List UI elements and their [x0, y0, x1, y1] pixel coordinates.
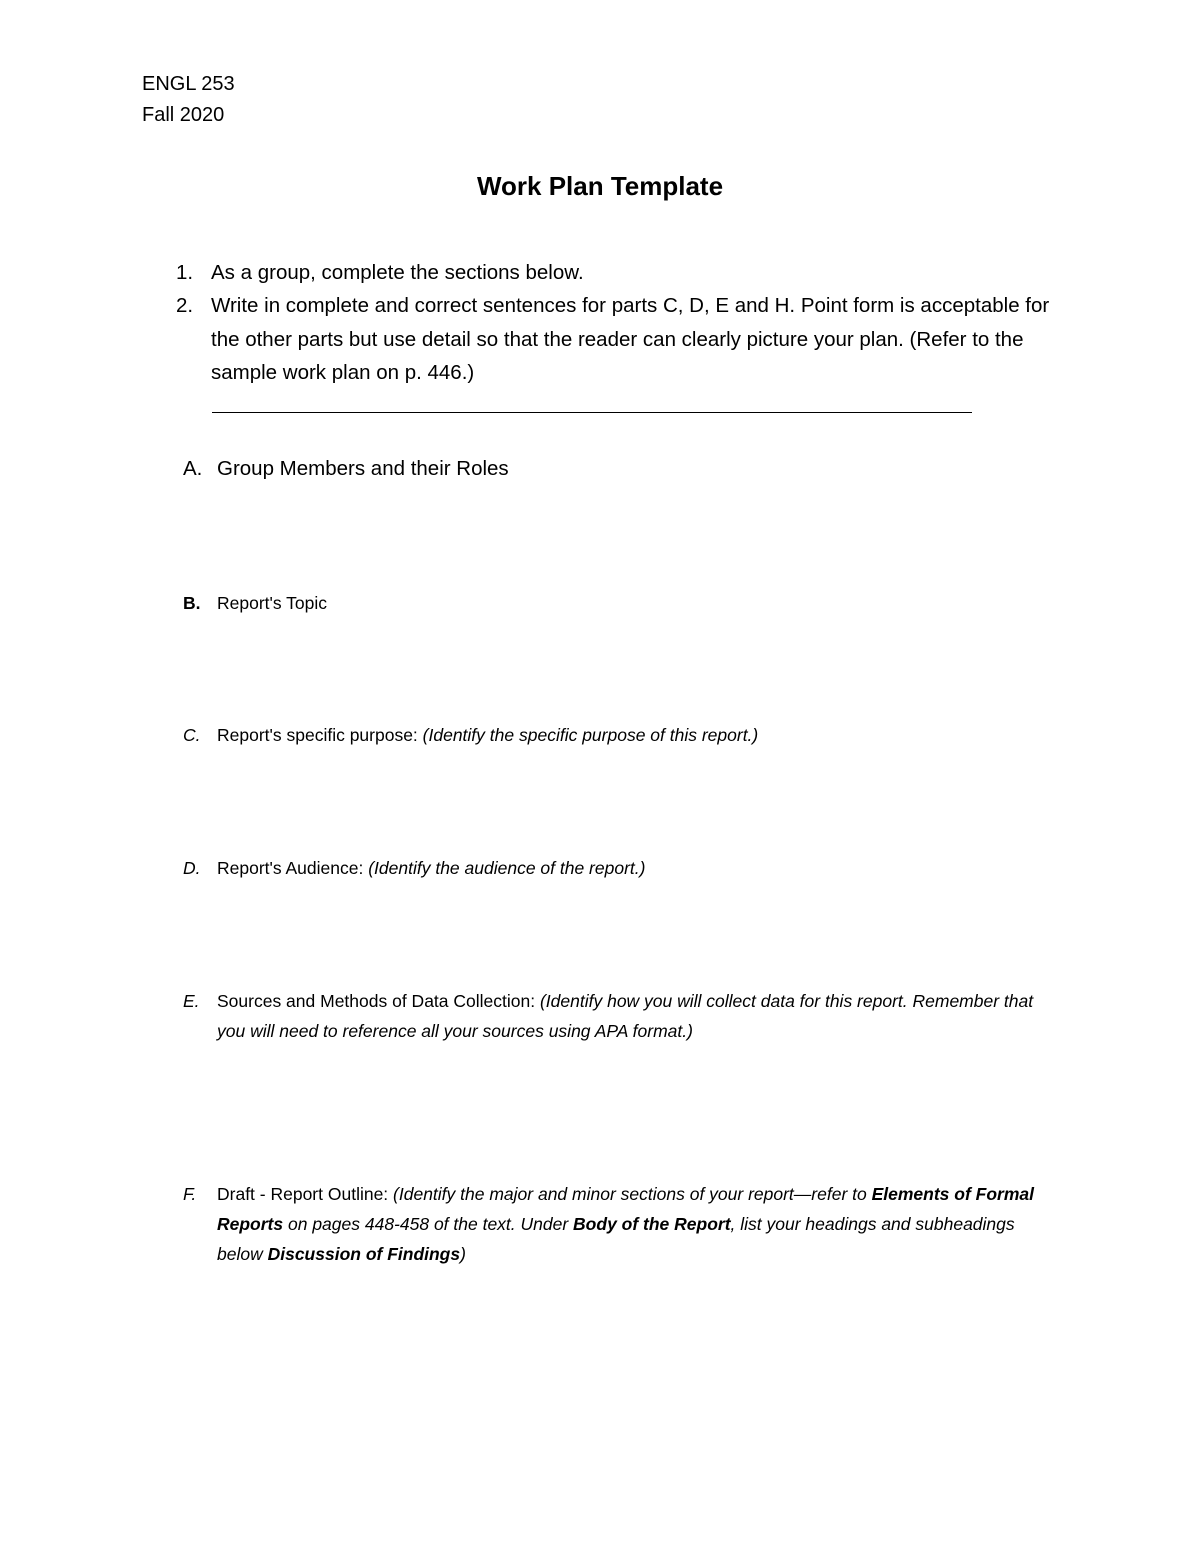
instruction-item [176, 289, 1076, 390]
section-letter: A. [183, 457, 203, 480]
section-prompt: (Identify how you will collect data for this report. Remember that you will need to reference all your sources using APA format.) [217, 991, 1034, 1041]
horizontal-rule [212, 412, 972, 413]
course-code: ENGL 253 [142, 73, 235, 95]
section-heading: Report's Audience: [217, 858, 369, 878]
section-content [217, 720, 1063, 750]
section-content [217, 1179, 1063, 1269]
section-heading: Report's specific purpose: [217, 725, 423, 745]
instruction-text: As a group, complete the sections below. [211, 261, 584, 284]
page-title: Work Plan Template [476, 171, 724, 201]
section-c [183, 720, 1063, 750]
section-heading: Group Members and their Roles [217, 457, 509, 480]
instruction-text: Write in complete and correct sentences for parts C, D, E and H. Point form is acceptable for the other parts but use detail so that the reader can clearly picture your plan. (Refer to the sample work plan on p. 446.) [211, 294, 1050, 384]
section-f [183, 1179, 1063, 1269]
prompt-emphasis: Discussion of Findings [267, 1244, 461, 1264]
section-prompt: (Identify the audience of the report.) [368, 858, 646, 878]
prompt-text: ) [460, 1244, 466, 1264]
section-heading: Sources and Methods of Data Collection: [217, 991, 540, 1011]
section-letter: B. [183, 593, 201, 613]
section-b [183, 588, 1063, 618]
instruction-number: 2. [176, 294, 194, 317]
section-letter: E. [183, 991, 200, 1011]
section-letter: C. [183, 725, 201, 745]
prompt-emphasis: Body of the Report [573, 1214, 731, 1234]
section-content [217, 986, 1063, 1046]
prompt-text: (Identify the major and minor sections of your report—refer to [393, 1184, 872, 1204]
instruction-number: 1. [176, 261, 194, 284]
section-content [217, 853, 1063, 883]
section-heading: Report's Topic [217, 593, 328, 613]
prompt-text: on pages 448-458 of the text. Under [283, 1214, 574, 1234]
term: Fall 2020 [142, 104, 225, 126]
section-e [183, 986, 1063, 1046]
section-prompt: (Identify the specific purpose of this report.) [422, 725, 759, 745]
prompt-emphasis: Elements of Formal Reports [217, 1184, 1034, 1234]
instruction-item [176, 256, 1076, 290]
section-a [183, 454, 1063, 484]
section-heading: Draft - Report Outline: [217, 1184, 394, 1204]
section-d [183, 853, 1063, 883]
prompt-text: , list your headings and subheadings below [217, 1214, 1015, 1264]
section-letter: D. [183, 858, 201, 878]
section-letter: F. [183, 1184, 197, 1204]
